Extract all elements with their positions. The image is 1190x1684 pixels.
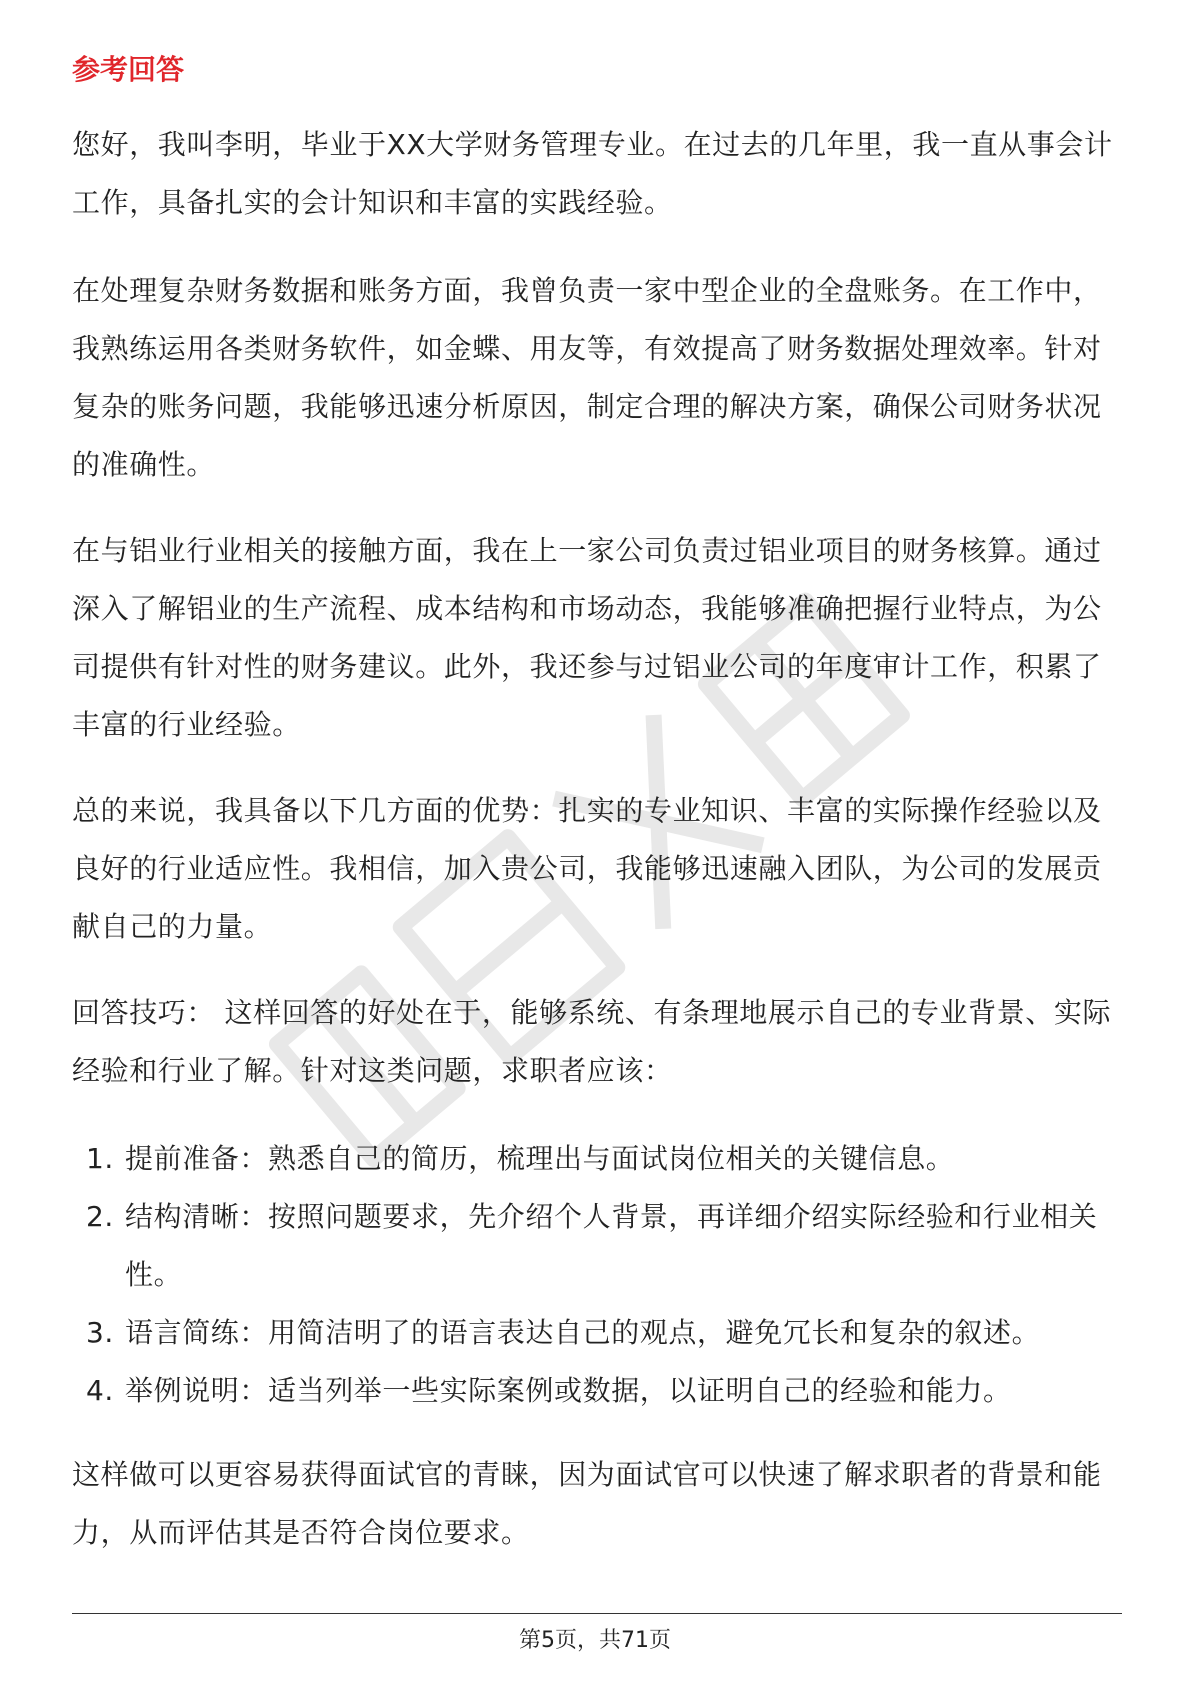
list-item-number: 4. [86, 1374, 114, 1407]
closing-paragraph: 这样做可以更容易获得面试官的青睐，因为面试官可以快速了解求职者的背景和能力，从而评估其是否符合岗位要求。 [72, 1458, 1102, 1549]
footer-divider [72, 1613, 1122, 1614]
answer-paragraph-accounting: 在处理复杂财务数据和账务方面，我曾负责一家中型企业的全盘账务。在工作中，我熟练运用各类财务软件，如金蝶、用友等，有效提高了财务数据处理效率。针对复杂的账务问题，我能够迅速分析原因，制定合理的解决方案，确保公司财务状况的准确性。 [72, 274, 1102, 481]
list-item-text: 提前准备：熟悉自己的简历，梳理出与面试岗位相关的关键信息。 [125, 1142, 955, 1175]
list-item-text: 举例说明：适当列举一些实际案例或数据，以证明自己的经验和能力。 [125, 1374, 1012, 1407]
answer-paragraph-intro: 您好，我叫李明，毕业于XX大学财务管理专业。在过去的几年里，我一直从事会计工作，具备扎实的会计知识和丰富的实践经验。 [72, 128, 1113, 219]
list-item-text: 结构清晰：按照问题要求，先介绍个人背景，再详细介绍实际经验和行业相关性。 [125, 1200, 1098, 1291]
page-indicator: 第5页，共71页 [519, 1628, 671, 1653]
list-item [72, 1130, 1122, 1188]
list-item-number: 1. [86, 1142, 114, 1175]
tips-list [72, 1130, 1122, 1420]
list-item [72, 1362, 1122, 1420]
list-item-text: 语言简练：用简洁明了的语言表达自己的观点，避免冗长和复杂的叙述。 [125, 1316, 1041, 1349]
list-item [72, 1304, 1122, 1362]
list-item-number: 2. [86, 1200, 114, 1233]
answer-paragraph-summary: 总的来说，我具备以下几方面的优势：扎实的专业知识、丰富的实际操作经验以及良好的行业适应性。我相信，加入贵公司，我能够迅速融入团队，为公司的发展贡献自己的力量。 [72, 794, 1102, 943]
answer-paragraph-industry: 在与铝业行业相关的接触方面，我在上一家公司负责过铝业项目的财务核算。通过深入了解铝业的生产流程、成本结构和市场动态，我能够准确把握行业特点，为公司提供有针对性的财务建议。此外，我还参与过铝业公司的年度审计工作，积累了丰富的行业经验。 [72, 534, 1102, 741]
tips-intro-paragraph: 回答技巧： 这样回答的好处在于，能够系统、有条理地展示自己的专业背景、实际经验和行业了解。针对这类问题，求职者应该： [72, 996, 1112, 1087]
list-item-number: 3. [86, 1316, 114, 1349]
list-item [72, 1188, 1122, 1304]
section-title: 参考回答 [72, 53, 185, 86]
